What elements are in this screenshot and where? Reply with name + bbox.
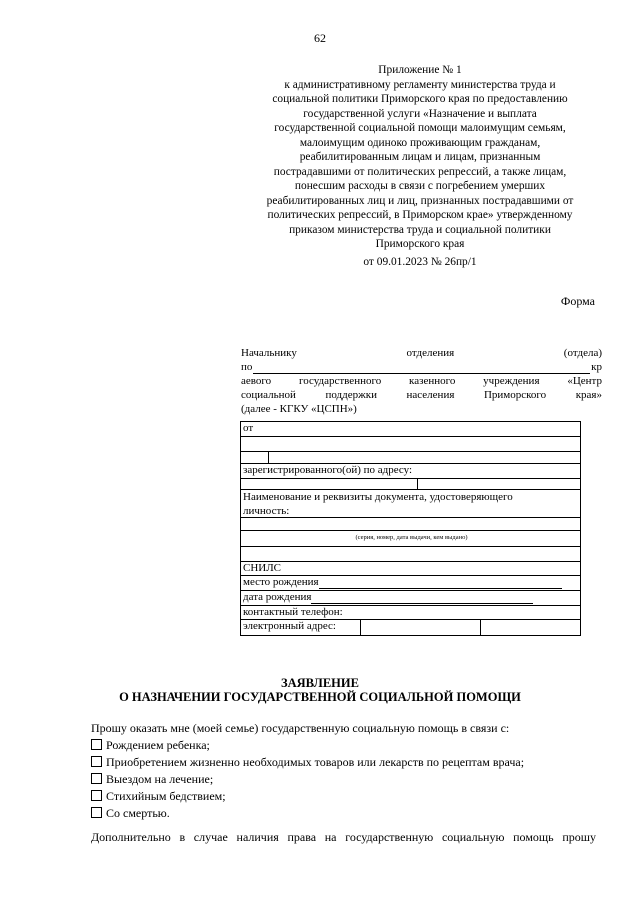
reason-item[interactable] [91, 805, 596, 822]
checkbox-icon[interactable] [91, 773, 102, 784]
reason-item[interactable] [91, 771, 596, 788]
additional-text: Дополнительно в случае наличия права на государственную социальную помощь прошу [91, 830, 596, 844]
appendix-line: приказом министерства труда и социальной политики [289, 223, 551, 236]
appendix-line: государственной услуги «Назначение и выплата [303, 107, 537, 120]
email-cell-a[interactable] [361, 620, 481, 635]
email-cell-b[interactable] [481, 620, 580, 635]
checkbox-icon[interactable] [91, 739, 102, 750]
address-label-row [241, 464, 580, 479]
appendix-line: реабилитированных лиц и лиц, признанных пострадавшими от [266, 194, 574, 207]
checkbox-icon[interactable] [91, 790, 102, 801]
birthplace-row [241, 576, 580, 591]
document-hint: (серия, номер, дата выдачи, кем выдано) [241, 531, 580, 547]
statement-subtitle: О НАЗНАЧЕНИИ ГОСУДАРСТВЕННОЙ СОЦИАЛЬНОЙ ПОМОЩИ [119, 690, 521, 704]
address-cell-a[interactable] [241, 479, 418, 489]
address-cell-b[interactable] [418, 479, 580, 489]
appendix-line: Приложение № 1 [378, 64, 462, 76]
addressee-line4: социальной поддержки населения Приморского края» [241, 389, 602, 401]
request-intro: Прошу оказать мне (моей семье) государственную социальную помощь в связи с: [91, 721, 510, 735]
addressee-word: Начальнику [241, 347, 297, 359]
appendix-line: реабилитированным лицам и лицам, признанным [299, 151, 541, 163]
appendix-header [240, 63, 600, 269]
appendix-line: пострадавшими от политических репрессий, а также лицам, [273, 165, 567, 178]
addressee-line5: (далее - КГКУ «ЦСПН») [241, 403, 357, 415]
birthdate-label: дата рождения [243, 591, 312, 603]
reason-item[interactable] [91, 754, 596, 771]
name-field[interactable] [241, 437, 580, 452]
reason-label: Стихийным бедствием; [106, 789, 226, 803]
name-cell-a[interactable] [241, 452, 269, 463]
reason-item[interactable] [91, 737, 596, 754]
document-field[interactable] [241, 518, 580, 531]
birthplace-label: место рождения [243, 576, 319, 588]
email-label: электронный адрес: [243, 620, 336, 632]
appendix-line: социальной политики Приморского края по предоставлению [272, 93, 568, 105]
reason-label: Приобретением жизненно необходимых товаров или лекарств по рецептам врача; [106, 755, 525, 769]
email-label-cell [241, 620, 361, 635]
snils-row[interactable] [241, 562, 580, 576]
address-split-row [241, 479, 580, 490]
birthplace-field[interactable] [319, 577, 562, 589]
statement-title: ЗАЯВЛЕНИЕ [281, 676, 359, 690]
reason-label: Со смертью. [106, 806, 170, 820]
document-label-row [241, 490, 580, 518]
appendix-line: понесшим расходы в связи с погребением умерших [294, 180, 546, 192]
appendix-line: к административному регламенту министерства труда и [284, 78, 556, 91]
appendix-order-line: от 09.01.2023 № 26пр/1 [363, 255, 477, 268]
addressee-word: отделения [406, 347, 455, 359]
appendix-line: малоимущим одиноко проживающим гражданам, [299, 136, 541, 149]
request-block [91, 720, 596, 822]
reason-label: Выездом на лечение; [106, 772, 214, 786]
checkbox-icon[interactable] [91, 756, 102, 767]
appendix-line: государственной социальной помощи малоимущим семьям, [274, 122, 566, 134]
reason-item[interactable] [91, 788, 596, 805]
from-row[interactable] [241, 422, 580, 437]
phone-label: контактный телефон: [243, 606, 343, 618]
name-split-row [241, 452, 580, 464]
applicant-form [240, 421, 581, 636]
from-label: от [243, 422, 254, 434]
checkbox-icon[interactable] [91, 807, 102, 818]
document-label-1: Наименование и реквизиты документа, удостоверяющего [243, 491, 513, 503]
addressee-block [241, 346, 602, 416]
page-number: 62 [314, 31, 326, 45]
reason-label: Рождением ребенка; [106, 738, 210, 752]
birthdate-row [241, 591, 580, 606]
appendix-line: Приморского края [375, 238, 465, 250]
addressee-line2-start: по [241, 361, 253, 373]
addressee-line3: аевого государственного казенного учреждения «Центр [241, 375, 602, 387]
addressee-word: (отдела) [563, 347, 602, 359]
document-field-2[interactable] [241, 547, 580, 562]
email-row [241, 620, 580, 635]
addressee-line2-end: кр [591, 361, 602, 373]
appendix-line: политических репрессий, в Приморском крае» утвержденному [267, 209, 573, 221]
birthdate-field[interactable] [311, 592, 533, 604]
form-label: Форма [560, 294, 595, 308]
document-label-2: личность: [243, 505, 290, 517]
address-label: зарегистрированного(ой) по адресу: [243, 464, 413, 476]
name-cell-b[interactable] [269, 452, 580, 463]
phone-row[interactable] [241, 606, 580, 620]
snils-label: СНИЛС [243, 562, 282, 574]
department-name-field[interactable] [253, 362, 590, 374]
